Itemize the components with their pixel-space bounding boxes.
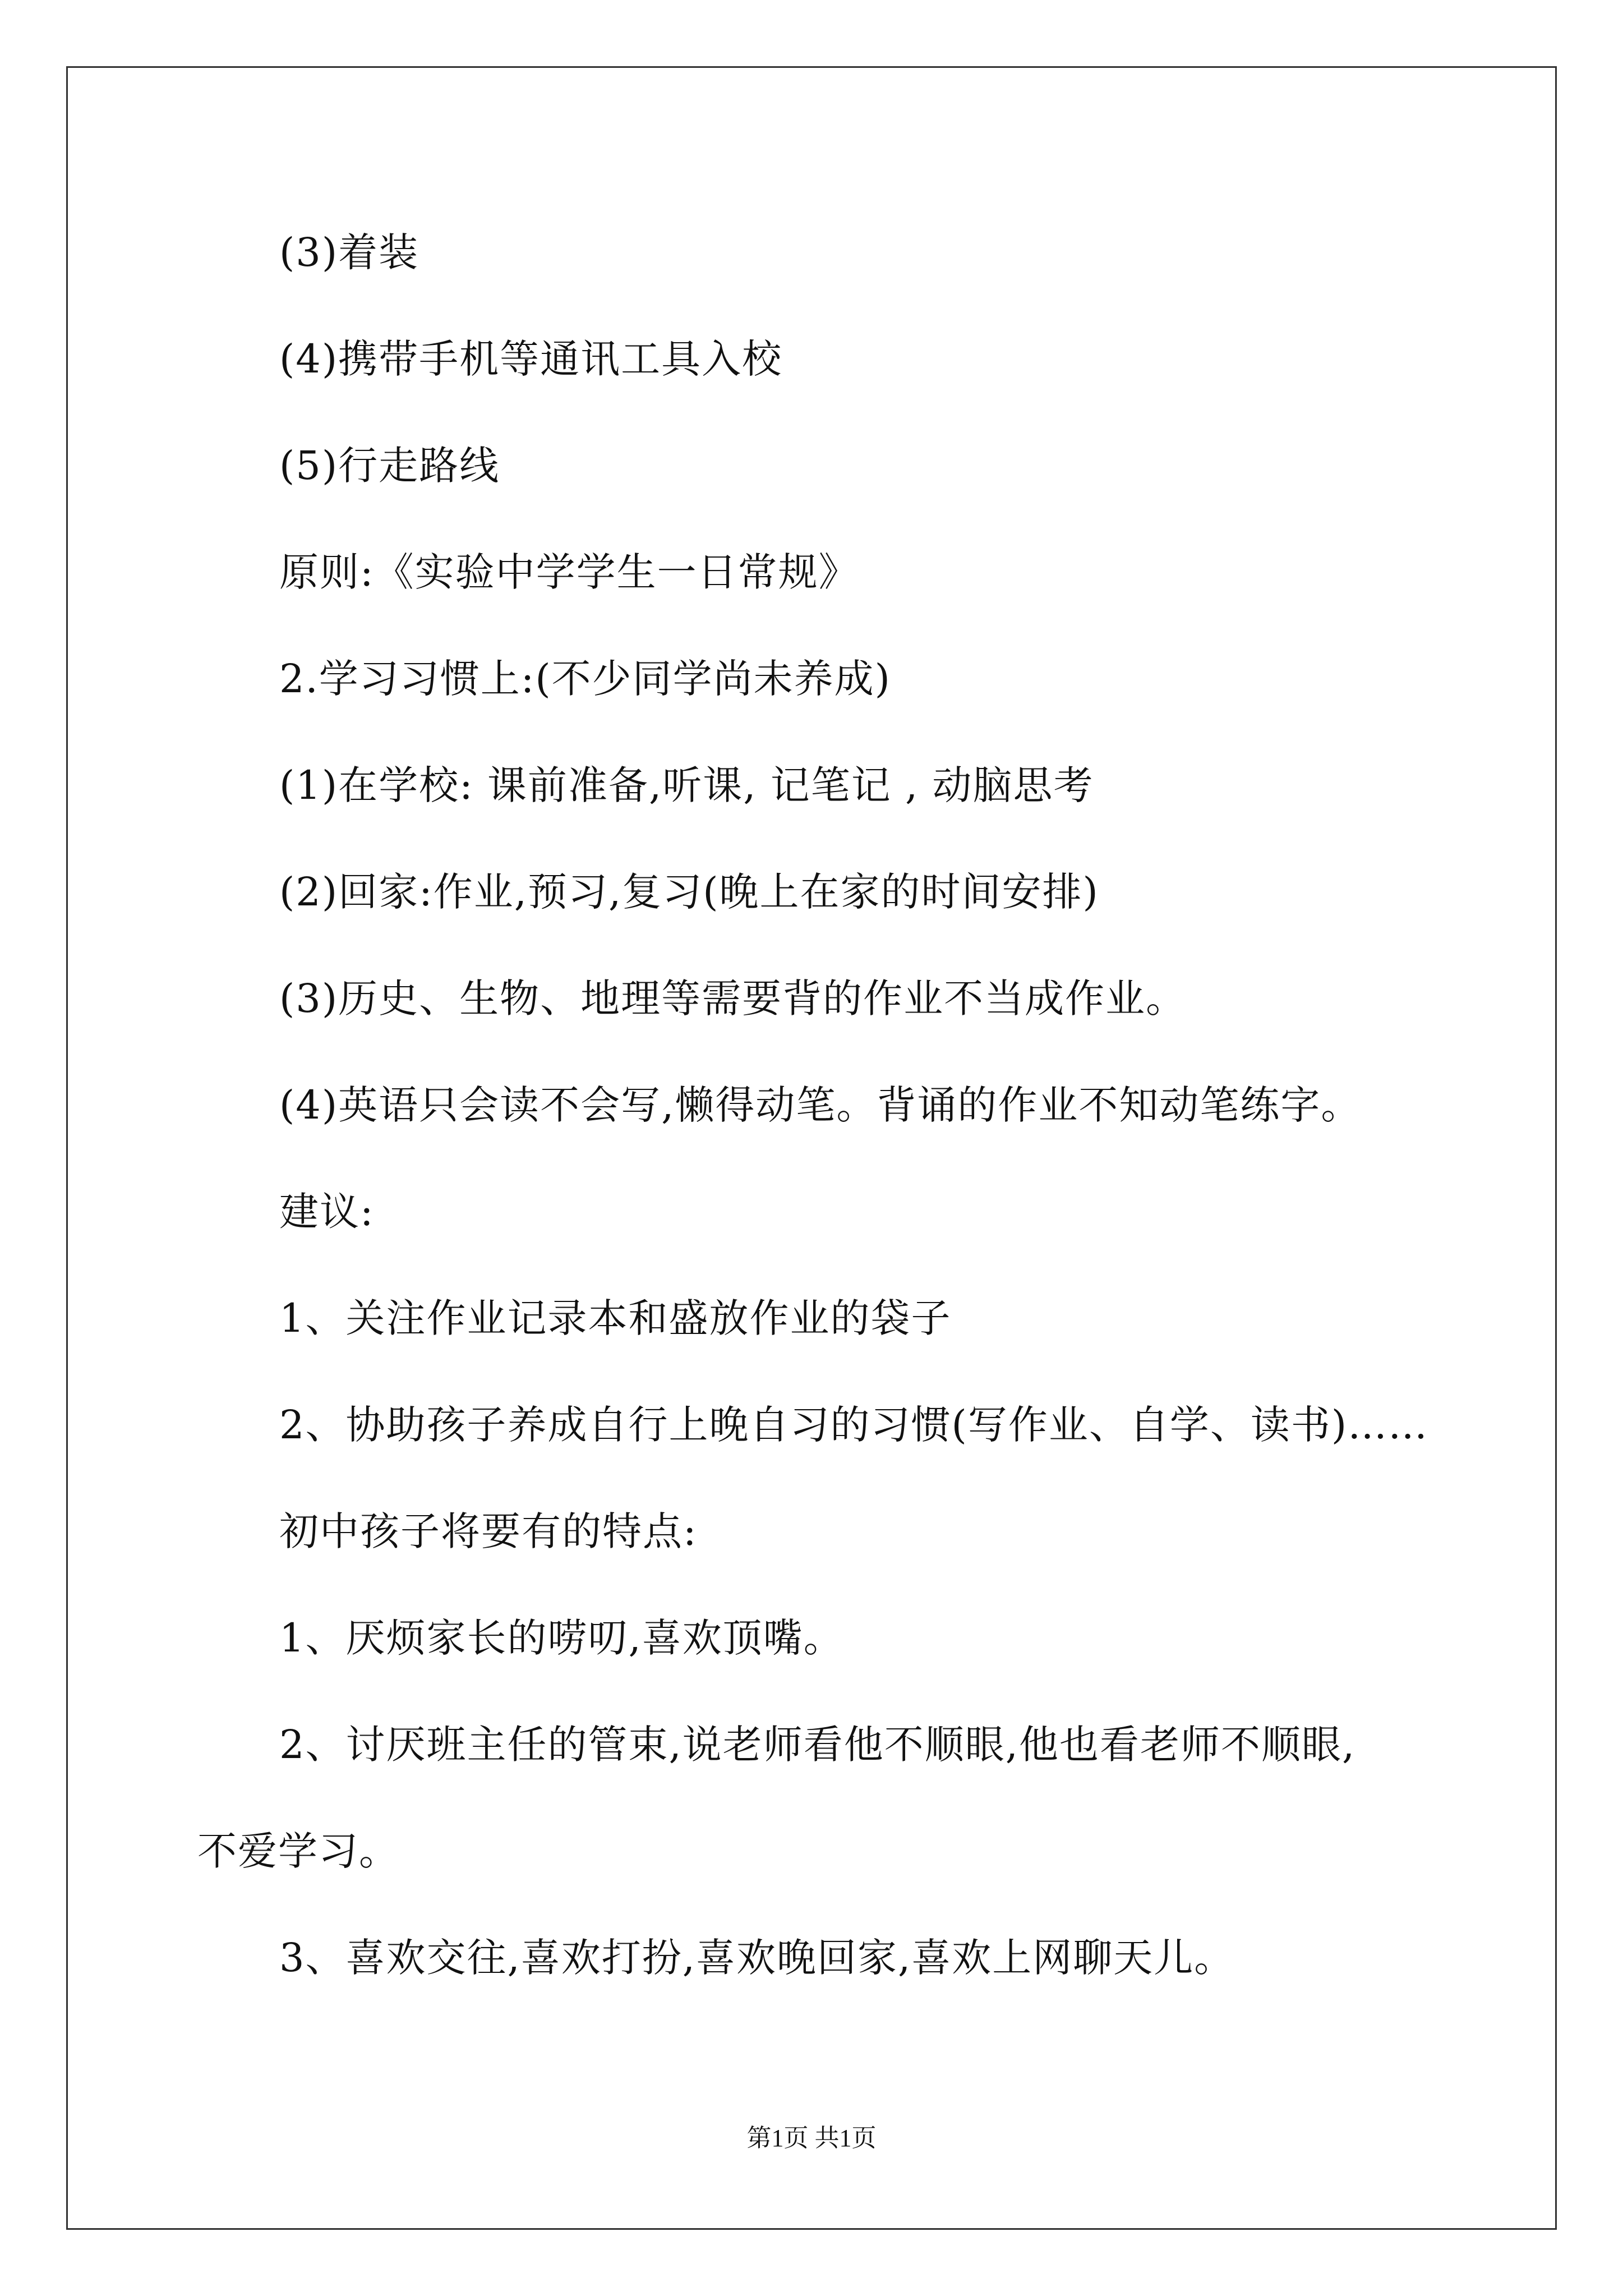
paragraph: 2、讨厌班主任的管束,说老师看他不顺眼,他也看老师不顺眼, <box>279 1722 1356 1768</box>
paragraph: 2.学习习惯上:(不少同学尚未养成) <box>279 656 891 702</box>
paragraph: 建议: <box>279 1189 375 1235</box>
paragraph-continuation: 不爱学习。 <box>197 1828 399 1874</box>
paragraph: (4)携带手机等通讯工具入校 <box>279 336 783 382</box>
paragraph: (2)回家:作业,预习,复习(晚上在家的时间安排) <box>279 869 1099 915</box>
paragraph: 初中孩子将要有的特点: <box>279 1508 698 1554</box>
paragraph: 2、协助孩子养成自行上晚自习的习惯(写作业、自学、读书)…… <box>279 1402 1429 1448</box>
paragraph: 1、关注作业记录本和盛放作业的袋子 <box>279 1295 952 1341</box>
paragraph: (3)着装 <box>279 229 419 275</box>
page-number: 第1页 共1页 <box>746 2124 877 2152</box>
paragraph: (5)行走路线 <box>279 443 500 489</box>
paragraph: (3)历史、生物、地理等需要背的作业不当成作业。 <box>279 976 1187 1022</box>
paragraph: (4)英语只会读不会写,懒得动笔。背诵的作业不知动笔练字。 <box>279 1082 1362 1128</box>
paragraph: 原则:《实验中学学生一日常规》 <box>279 549 859 595</box>
paragraph: 1、厌烦家长的唠叨,喜欢顶嘴。 <box>279 1615 844 1661</box>
paragraph: (1)在学校: 课前准备,听课, 记笔记 , 动脑思考 <box>279 762 1094 808</box>
paragraph: 3、喜欢交往,喜欢打扮,喜欢晚回家,喜欢上网聊天儿。 <box>279 1935 1235 1981</box>
